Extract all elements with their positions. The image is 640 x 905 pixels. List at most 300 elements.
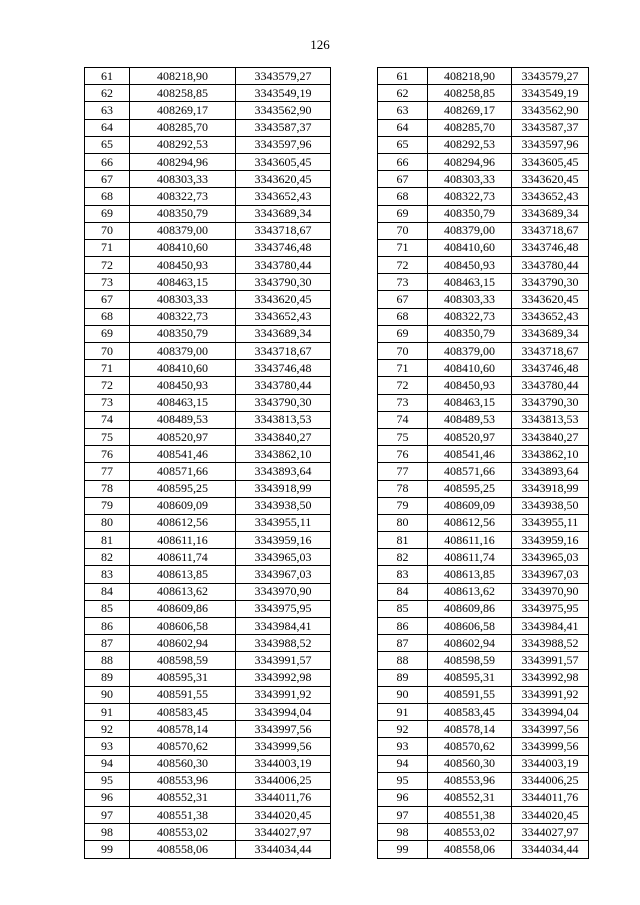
y-coordinate-cell: 3343746,48 — [512, 360, 589, 377]
x-coordinate-cell: 408613,62 — [428, 583, 512, 600]
table-row — [85, 428, 331, 445]
table-row — [378, 600, 589, 617]
table-row — [378, 463, 589, 480]
point-number-cell: 96 — [85, 789, 130, 806]
table-row — [378, 480, 589, 497]
table-row — [378, 171, 589, 188]
point-number-cell: 86 — [85, 618, 130, 635]
x-coordinate-cell: 408322,73 — [428, 188, 512, 205]
x-coordinate-cell: 408609,09 — [428, 497, 512, 514]
table-row — [378, 136, 589, 153]
table-row — [85, 549, 331, 566]
x-coordinate-cell: 408350,79 — [130, 325, 236, 342]
y-coordinate-cell: 3343991,57 — [512, 652, 589, 669]
point-number-cell: 82 — [378, 549, 428, 566]
y-coordinate-cell: 3343965,03 — [236, 549, 331, 566]
y-coordinate-cell: 3344020,45 — [236, 807, 331, 824]
point-number-cell: 93 — [378, 738, 428, 755]
y-coordinate-cell: 3343862,10 — [512, 446, 589, 463]
x-coordinate-cell: 408410,60 — [130, 239, 236, 256]
table-row — [85, 755, 331, 772]
point-number-cell: 92 — [85, 721, 130, 738]
point-number-cell: 67 — [85, 291, 130, 308]
y-coordinate-cell: 3343992,98 — [236, 669, 331, 686]
point-number-cell: 65 — [378, 136, 428, 153]
table-row — [85, 841, 331, 858]
y-coordinate-cell: 3343718,67 — [236, 343, 331, 360]
x-coordinate-cell: 408606,58 — [130, 618, 236, 635]
point-number-cell: 71 — [378, 239, 428, 256]
x-coordinate-cell: 408571,66 — [130, 463, 236, 480]
y-coordinate-cell: 3343790,30 — [236, 394, 331, 411]
point-number-cell: 97 — [378, 807, 428, 824]
table-row — [85, 394, 331, 411]
x-coordinate-cell: 408578,14 — [130, 721, 236, 738]
point-number-cell: 70 — [378, 343, 428, 360]
x-coordinate-cell: 408553,96 — [428, 772, 512, 789]
x-coordinate-cell: 408258,85 — [130, 85, 236, 102]
x-coordinate-cell: 408410,60 — [130, 360, 236, 377]
point-number-cell: 93 — [85, 738, 130, 755]
y-coordinate-cell: 3343746,48 — [236, 239, 331, 256]
x-coordinate-cell: 408602,94 — [130, 635, 236, 652]
x-coordinate-cell: 408612,56 — [428, 514, 512, 531]
y-coordinate-cell: 3343605,45 — [236, 153, 331, 170]
y-coordinate-cell: 3343620,45 — [236, 171, 331, 188]
point-number-cell: 88 — [85, 652, 130, 669]
point-number-cell: 94 — [378, 755, 428, 772]
table-row — [85, 291, 331, 308]
table-row — [378, 102, 589, 119]
x-coordinate-cell: 408551,38 — [130, 807, 236, 824]
x-coordinate-cell: 408595,25 — [130, 480, 236, 497]
y-coordinate-cell: 3343689,34 — [236, 325, 331, 342]
x-coordinate-cell: 408552,31 — [130, 789, 236, 806]
y-coordinate-cell: 3344006,25 — [512, 772, 589, 789]
table-row — [85, 532, 331, 549]
y-coordinate-cell: 3343579,27 — [512, 68, 589, 85]
y-coordinate-cell: 3343959,16 — [236, 532, 331, 549]
table-row — [85, 102, 331, 119]
point-number-cell: 78 — [85, 480, 130, 497]
x-coordinate-cell: 408379,00 — [428, 222, 512, 239]
x-coordinate-cell: 408520,97 — [130, 428, 236, 445]
x-coordinate-cell: 408350,79 — [428, 205, 512, 222]
point-number-cell: 84 — [85, 583, 130, 600]
y-coordinate-cell: 3343970,90 — [236, 583, 331, 600]
x-coordinate-cell: 408218,90 — [130, 68, 236, 85]
coordinates-table-right — [377, 67, 589, 859]
x-coordinate-cell: 408463,15 — [130, 274, 236, 291]
x-coordinate-cell: 408609,86 — [428, 600, 512, 617]
y-coordinate-cell: 3343959,16 — [512, 532, 589, 549]
x-coordinate-cell: 408560,30 — [428, 755, 512, 772]
point-number-cell: 97 — [85, 807, 130, 824]
x-coordinate-cell: 408379,00 — [130, 343, 236, 360]
y-coordinate-cell: 3343999,56 — [236, 738, 331, 755]
y-coordinate-cell: 3343988,52 — [512, 635, 589, 652]
table-row — [378, 824, 589, 841]
point-number-cell: 79 — [85, 497, 130, 514]
x-coordinate-cell: 408322,73 — [130, 188, 236, 205]
y-coordinate-cell: 3343999,56 — [512, 738, 589, 755]
x-coordinate-cell: 408350,79 — [428, 325, 512, 342]
table-row — [378, 119, 589, 136]
x-coordinate-cell: 408595,31 — [428, 669, 512, 686]
y-coordinate-cell: 3343994,04 — [236, 703, 331, 720]
x-coordinate-cell: 408611,74 — [428, 549, 512, 566]
x-coordinate-cell: 408578,14 — [428, 721, 512, 738]
y-coordinate-cell: 3343620,45 — [236, 291, 331, 308]
x-coordinate-cell: 408350,79 — [130, 205, 236, 222]
y-coordinate-cell: 3344011,76 — [236, 789, 331, 806]
point-number-cell: 73 — [378, 394, 428, 411]
point-number-cell: 89 — [378, 669, 428, 686]
table-row — [85, 119, 331, 136]
point-number-cell: 75 — [378, 428, 428, 445]
x-coordinate-cell: 408292,53 — [130, 136, 236, 153]
point-number-cell: 69 — [378, 205, 428, 222]
table-row — [85, 171, 331, 188]
point-number-cell: 66 — [85, 153, 130, 170]
table-row — [378, 68, 589, 85]
table-row — [85, 686, 331, 703]
x-coordinate-cell: 408613,62 — [130, 583, 236, 600]
y-coordinate-cell: 3343587,37 — [512, 119, 589, 136]
x-coordinate-cell: 408410,60 — [428, 360, 512, 377]
y-coordinate-cell: 3343562,90 — [512, 102, 589, 119]
x-coordinate-cell: 408379,00 — [428, 343, 512, 360]
y-coordinate-cell: 3343652,43 — [512, 308, 589, 325]
y-coordinate-cell: 3343975,95 — [236, 600, 331, 617]
table-row — [378, 514, 589, 531]
table-row — [378, 308, 589, 325]
table-row — [85, 446, 331, 463]
point-number-cell: 70 — [378, 222, 428, 239]
table-row — [378, 360, 589, 377]
point-number-cell: 87 — [378, 635, 428, 652]
point-number-cell: 62 — [378, 85, 428, 102]
y-coordinate-cell: 3344034,44 — [512, 841, 589, 858]
y-coordinate-cell: 3343862,10 — [236, 446, 331, 463]
table-row — [85, 377, 331, 394]
point-number-cell: 80 — [378, 514, 428, 531]
x-coordinate-cell: 408598,59 — [428, 652, 512, 669]
y-coordinate-cell: 3343893,64 — [512, 463, 589, 480]
y-coordinate-cell: 3343579,27 — [236, 68, 331, 85]
table-row — [378, 566, 589, 583]
y-coordinate-cell: 3343605,45 — [512, 153, 589, 170]
x-coordinate-cell: 408463,15 — [428, 394, 512, 411]
table-row — [378, 549, 589, 566]
x-coordinate-cell: 408322,73 — [428, 308, 512, 325]
point-number-cell: 83 — [378, 566, 428, 583]
x-coordinate-cell: 408558,06 — [130, 841, 236, 858]
table-row — [378, 85, 589, 102]
table-row — [85, 222, 331, 239]
point-number-cell: 88 — [378, 652, 428, 669]
table-row — [85, 68, 331, 85]
point-number-cell: 72 — [85, 257, 130, 274]
table-row — [378, 343, 589, 360]
y-coordinate-cell: 3343918,99 — [512, 480, 589, 497]
table-row — [85, 824, 331, 841]
table-row — [85, 600, 331, 617]
x-coordinate-cell: 408303,33 — [130, 291, 236, 308]
point-number-cell: 68 — [85, 308, 130, 325]
table-row — [378, 738, 589, 755]
x-coordinate-cell: 408591,55 — [428, 686, 512, 703]
x-coordinate-cell: 408551,38 — [428, 807, 512, 824]
table-row — [85, 188, 331, 205]
table-row — [85, 205, 331, 222]
table-row — [378, 721, 589, 738]
y-coordinate-cell: 3343780,44 — [236, 377, 331, 394]
table-row — [85, 480, 331, 497]
x-coordinate-cell: 408379,00 — [130, 222, 236, 239]
table-row — [378, 635, 589, 652]
x-coordinate-cell: 408611,16 — [428, 532, 512, 549]
x-coordinate-cell: 408595,31 — [130, 669, 236, 686]
table-row — [378, 703, 589, 720]
table-row — [85, 136, 331, 153]
point-number-cell: 74 — [378, 411, 428, 428]
y-coordinate-cell: 3343992,98 — [512, 669, 589, 686]
x-coordinate-cell: 408541,46 — [428, 446, 512, 463]
point-number-cell: 92 — [378, 721, 428, 738]
table-row — [85, 411, 331, 428]
y-coordinate-cell: 3343562,90 — [236, 102, 331, 119]
point-number-cell: 67 — [378, 171, 428, 188]
table-row — [378, 686, 589, 703]
y-coordinate-cell: 3344006,25 — [236, 772, 331, 789]
point-number-cell: 72 — [85, 377, 130, 394]
table-row — [378, 188, 589, 205]
table-row — [378, 652, 589, 669]
y-coordinate-cell: 3343984,41 — [236, 618, 331, 635]
y-coordinate-cell: 3343652,43 — [236, 188, 331, 205]
point-number-cell: 80 — [85, 514, 130, 531]
y-coordinate-cell: 3343991,92 — [236, 686, 331, 703]
x-coordinate-cell: 408322,73 — [130, 308, 236, 325]
y-coordinate-cell: 3343790,30 — [512, 274, 589, 291]
y-coordinate-cell: 3343984,41 — [512, 618, 589, 635]
table-row — [378, 669, 589, 686]
point-number-cell: 73 — [378, 274, 428, 291]
x-coordinate-cell: 408553,02 — [130, 824, 236, 841]
y-coordinate-cell: 3343813,53 — [236, 411, 331, 428]
point-number-cell: 68 — [378, 188, 428, 205]
table-row — [378, 274, 589, 291]
table-row — [85, 721, 331, 738]
y-coordinate-cell: 3343718,67 — [512, 343, 589, 360]
point-number-cell: 72 — [378, 257, 428, 274]
y-coordinate-cell: 3343549,19 — [236, 85, 331, 102]
point-number-cell: 89 — [85, 669, 130, 686]
point-number-cell: 73 — [85, 394, 130, 411]
table-row — [378, 257, 589, 274]
point-number-cell: 79 — [378, 497, 428, 514]
table-row — [85, 257, 331, 274]
point-number-cell: 85 — [85, 600, 130, 617]
point-number-cell: 73 — [85, 274, 130, 291]
x-coordinate-cell: 408258,85 — [428, 85, 512, 102]
y-coordinate-cell: 3344003,19 — [236, 755, 331, 772]
y-coordinate-cell: 3343813,53 — [512, 411, 589, 428]
point-number-cell: 82 — [85, 549, 130, 566]
x-coordinate-cell: 408558,06 — [428, 841, 512, 858]
x-coordinate-cell: 408583,45 — [130, 703, 236, 720]
x-coordinate-cell: 408583,45 — [428, 703, 512, 720]
x-coordinate-cell: 408450,93 — [428, 377, 512, 394]
y-coordinate-cell: 3344034,44 — [236, 841, 331, 858]
point-number-cell: 72 — [378, 377, 428, 394]
y-coordinate-cell: 3344003,19 — [512, 755, 589, 772]
y-coordinate-cell: 3343597,96 — [512, 136, 589, 153]
table-row — [85, 789, 331, 806]
table-row — [378, 583, 589, 600]
table-row — [85, 308, 331, 325]
x-coordinate-cell: 408303,33 — [428, 291, 512, 308]
y-coordinate-cell: 3343597,96 — [236, 136, 331, 153]
point-number-cell: 63 — [378, 102, 428, 119]
point-number-cell: 83 — [85, 566, 130, 583]
point-number-cell: 84 — [378, 583, 428, 600]
table-row — [85, 325, 331, 342]
point-number-cell: 70 — [85, 343, 130, 360]
x-coordinate-cell: 408294,96 — [428, 153, 512, 170]
y-coordinate-cell: 3343994,04 — [512, 703, 589, 720]
point-number-cell: 75 — [85, 428, 130, 445]
y-coordinate-cell: 3343997,56 — [512, 721, 589, 738]
point-number-cell: 78 — [378, 480, 428, 497]
x-coordinate-cell: 408285,70 — [130, 119, 236, 136]
table-row — [378, 772, 589, 789]
x-coordinate-cell: 408463,15 — [130, 394, 236, 411]
table-row — [85, 807, 331, 824]
y-coordinate-cell: 3343652,43 — [512, 188, 589, 205]
table-row — [378, 222, 589, 239]
page-number: 126 — [310, 37, 330, 52]
point-number-cell: 86 — [378, 618, 428, 635]
table-row — [85, 463, 331, 480]
point-number-cell: 68 — [378, 308, 428, 325]
table-row — [85, 239, 331, 256]
point-number-cell: 71 — [378, 360, 428, 377]
y-coordinate-cell: 3343840,27 — [512, 428, 589, 445]
x-coordinate-cell: 408606,58 — [428, 618, 512, 635]
y-coordinate-cell: 3343967,03 — [512, 566, 589, 583]
point-number-cell: 61 — [85, 68, 130, 85]
y-coordinate-cell: 3343965,03 — [512, 549, 589, 566]
x-coordinate-cell: 408595,25 — [428, 480, 512, 497]
table-row — [378, 497, 589, 514]
point-number-cell: 95 — [85, 772, 130, 789]
y-coordinate-cell: 3343938,50 — [236, 497, 331, 514]
table-row — [85, 153, 331, 170]
point-number-cell: 96 — [378, 789, 428, 806]
x-coordinate-cell: 408591,55 — [130, 686, 236, 703]
y-coordinate-cell: 3343975,95 — [512, 600, 589, 617]
point-number-cell: 61 — [378, 68, 428, 85]
point-number-cell: 64 — [85, 119, 130, 136]
y-coordinate-cell: 3344011,76 — [512, 789, 589, 806]
point-number-cell: 98 — [378, 824, 428, 841]
x-coordinate-cell: 408450,93 — [130, 257, 236, 274]
y-coordinate-cell: 3343790,30 — [236, 274, 331, 291]
y-coordinate-cell: 3343746,48 — [236, 360, 331, 377]
x-coordinate-cell: 408609,09 — [130, 497, 236, 514]
x-coordinate-cell: 408609,86 — [130, 600, 236, 617]
x-coordinate-cell: 408611,16 — [130, 532, 236, 549]
point-number-cell: 64 — [378, 119, 428, 136]
point-number-cell: 99 — [85, 841, 130, 858]
y-coordinate-cell: 3343780,44 — [236, 257, 331, 274]
y-coordinate-cell: 3343689,34 — [236, 205, 331, 222]
table-row — [378, 841, 589, 858]
x-coordinate-cell: 408602,94 — [428, 635, 512, 652]
table-row — [85, 497, 331, 514]
table-row — [378, 394, 589, 411]
x-coordinate-cell: 408285,70 — [428, 119, 512, 136]
table-row — [85, 583, 331, 600]
point-number-cell: 91 — [378, 703, 428, 720]
point-number-cell: 95 — [378, 772, 428, 789]
point-number-cell: 66 — [378, 153, 428, 170]
y-coordinate-cell: 3344020,45 — [512, 807, 589, 824]
table-row — [378, 618, 589, 635]
point-number-cell: 71 — [85, 239, 130, 256]
x-coordinate-cell: 408611,74 — [130, 549, 236, 566]
y-coordinate-cell: 3344027,97 — [236, 824, 331, 841]
point-number-cell: 62 — [85, 85, 130, 102]
table-row — [378, 205, 589, 222]
table-row — [85, 738, 331, 755]
y-coordinate-cell: 3343549,19 — [512, 85, 589, 102]
y-coordinate-cell: 3344027,97 — [512, 824, 589, 841]
table-row — [378, 807, 589, 824]
y-coordinate-cell: 3343718,67 — [236, 222, 331, 239]
x-coordinate-cell: 408613,85 — [130, 566, 236, 583]
point-number-cell: 99 — [378, 841, 428, 858]
x-coordinate-cell: 408218,90 — [428, 68, 512, 85]
x-coordinate-cell: 408489,53 — [130, 411, 236, 428]
x-coordinate-cell: 408613,85 — [428, 566, 512, 583]
table-row — [378, 153, 589, 170]
x-coordinate-cell: 408410,60 — [428, 239, 512, 256]
x-coordinate-cell: 408552,31 — [428, 789, 512, 806]
table-row — [378, 291, 589, 308]
y-coordinate-cell: 3343652,43 — [236, 308, 331, 325]
table-row — [378, 428, 589, 445]
point-number-cell: 76 — [85, 446, 130, 463]
table-row — [85, 274, 331, 291]
y-coordinate-cell: 3343988,52 — [236, 635, 331, 652]
point-number-cell: 94 — [85, 755, 130, 772]
table-row — [85, 618, 331, 635]
y-coordinate-cell: 3343620,45 — [512, 171, 589, 188]
table-row — [85, 360, 331, 377]
table-row — [85, 772, 331, 789]
point-number-cell: 87 — [85, 635, 130, 652]
point-number-cell: 90 — [378, 686, 428, 703]
y-coordinate-cell: 3343840,27 — [236, 428, 331, 445]
x-coordinate-cell: 408292,53 — [428, 136, 512, 153]
y-coordinate-cell: 3343587,37 — [236, 119, 331, 136]
x-coordinate-cell: 408269,17 — [428, 102, 512, 119]
x-coordinate-cell: 408560,30 — [130, 755, 236, 772]
point-number-cell: 70 — [85, 222, 130, 239]
